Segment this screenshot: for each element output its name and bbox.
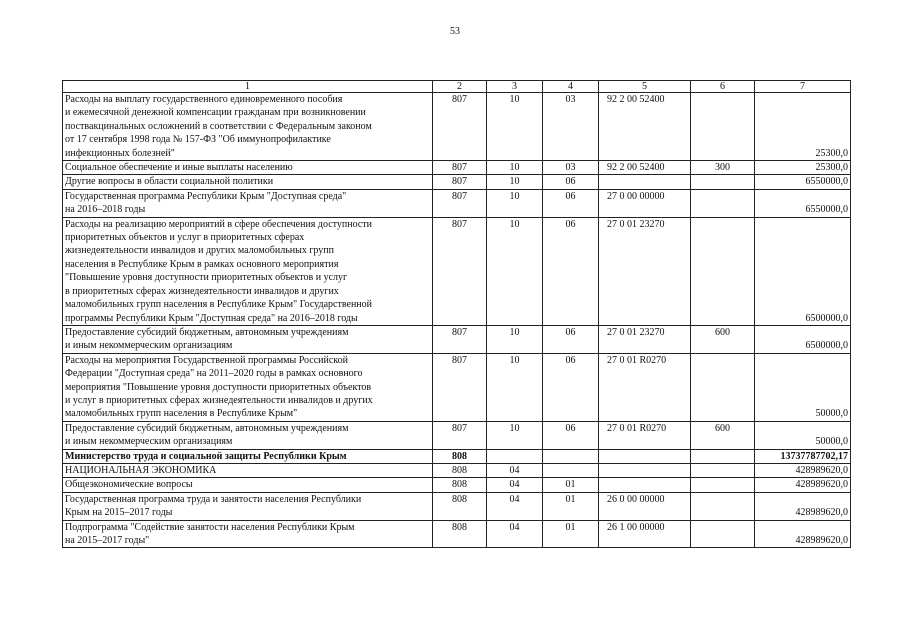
amount-cell: 25300,0: [755, 93, 851, 161]
table-row: [63, 325, 851, 353]
amount-cell: 428989620,0: [755, 478, 851, 492]
target-article-cell: 27 0 01 R0270: [599, 353, 691, 421]
admin-code-cell: 807: [433, 161, 487, 175]
subsection-cell: 06: [543, 189, 599, 217]
expense-name-cell: Государственная программа труда и занятости населения Республики Крым на 2015–2017 годы: [63, 492, 433, 520]
section-cell: 10: [487, 161, 543, 175]
subsection-cell: 01: [543, 520, 599, 548]
expense-type-cell: [691, 217, 755, 325]
admin-code-cell: 808: [433, 449, 487, 463]
column-header: 5: [599, 81, 691, 93]
table-row: [63, 449, 851, 463]
admin-code-cell: 807: [433, 175, 487, 189]
subsection-cell: [543, 463, 599, 477]
budget-table: [62, 80, 851, 548]
target-article-cell: [599, 449, 691, 463]
target-article-cell: [599, 463, 691, 477]
expense-name-cell: Государственная программа Республики Крым "Доступная среда" на 2016–2018 годы: [63, 189, 433, 217]
column-header: 1: [63, 81, 433, 93]
amount-cell: 428989620,0: [755, 520, 851, 548]
expense-name-cell: Предоставление субсидий бюджетным, автономным учреждениям и иным некоммерческим организациям: [63, 325, 433, 353]
expense-name-cell: Социальное обеспечение и иные выплаты населению: [63, 161, 433, 175]
section-cell: 10: [487, 353, 543, 421]
amount-cell: 50000,0: [755, 421, 851, 449]
section-cell: 10: [487, 217, 543, 325]
admin-code-cell: 807: [433, 325, 487, 353]
table-row: [63, 161, 851, 175]
admin-code-cell: 807: [433, 189, 487, 217]
table-row: [63, 478, 851, 492]
table-row: [63, 93, 851, 161]
admin-code-cell: 807: [433, 93, 487, 161]
subsection-cell: 03: [543, 161, 599, 175]
target-article-cell: 27 0 01 R0270: [599, 421, 691, 449]
target-article-cell: 26 0 00 00000: [599, 492, 691, 520]
expense-type-cell: [691, 463, 755, 477]
amount-cell: 6500000,0: [755, 217, 851, 325]
amount-cell: 6550000,0: [755, 189, 851, 217]
subsection-cell: 06: [543, 175, 599, 189]
table-row: [63, 353, 851, 421]
amount-cell: 13737787702,17: [755, 449, 851, 463]
section-cell: 10: [487, 175, 543, 189]
subsection-cell: 06: [543, 353, 599, 421]
admin-code-cell: 808: [433, 478, 487, 492]
section-cell: 04: [487, 478, 543, 492]
admin-code-cell: 808: [433, 463, 487, 477]
subsection-cell: [543, 449, 599, 463]
expense-type-cell: [691, 478, 755, 492]
table-row: [63, 421, 851, 449]
expense-type-cell: 600: [691, 325, 755, 353]
admin-code-cell: 808: [433, 492, 487, 520]
table-row: [63, 189, 851, 217]
expense-name-cell: Предоставление субсидий бюджетным, автономным учреждениям и иным некоммерческим организациям: [63, 421, 433, 449]
expense-type-cell: [691, 449, 755, 463]
admin-code-cell: 807: [433, 353, 487, 421]
amount-cell: 50000,0: [755, 353, 851, 421]
admin-code-cell: 808: [433, 520, 487, 548]
subsection-cell: 01: [543, 478, 599, 492]
target-article-cell: 27 0 01 23270: [599, 325, 691, 353]
expense-name-cell: Подпрограмма "Содействие занятости населения Республики Крым на 2015–2017 годы": [63, 520, 433, 548]
table-row: [63, 175, 851, 189]
expense-type-cell: 300: [691, 161, 755, 175]
amount-cell: 428989620,0: [755, 463, 851, 477]
expense-type-cell: [691, 175, 755, 189]
amount-cell: 6550000,0: [755, 175, 851, 189]
column-header: 7: [755, 81, 851, 93]
subsection-cell: 06: [543, 421, 599, 449]
table-row: [63, 492, 851, 520]
table-row: [63, 463, 851, 477]
table-row: [63, 520, 851, 548]
expense-type-cell: [691, 189, 755, 217]
target-article-cell: 27 0 01 23270: [599, 217, 691, 325]
section-cell: 10: [487, 325, 543, 353]
target-article-cell: [599, 478, 691, 492]
expense-type-cell: [691, 93, 755, 161]
column-header: 3: [487, 81, 543, 93]
expense-name-cell: Расходы на выплату государственного единовременного пособия и ежемесячной денежной компенсации гражданам при возникновении поствакцинальных осложнений в соответствии с Федеральным законом от 17 сентября 1998 года № 157-ФЗ "Об иммунопрофилактике инфекционных болезней": [63, 93, 433, 161]
admin-code-cell: 807: [433, 421, 487, 449]
column-header: 4: [543, 81, 599, 93]
target-article-cell: 27 0 00 00000: [599, 189, 691, 217]
section-cell: [487, 449, 543, 463]
amount-cell: 25300,0: [755, 161, 851, 175]
section-cell: 10: [487, 421, 543, 449]
amount-cell: 428989620,0: [755, 492, 851, 520]
table-row: [63, 217, 851, 325]
target-article-cell: 26 1 00 00000: [599, 520, 691, 548]
subsection-cell: 06: [543, 217, 599, 325]
expense-name-cell: Расходы на мероприятия Государственной программы Российской Федерации "Доступная среда" на 2011–2020 годы в рамках основного мероприятия "Повышение уровня доступности приоритетных объектов и услуг в приоритетных сферах жизнедеятельности инвалидов и других маломобильных групп населения в Республике Крым": [63, 353, 433, 421]
expense-name-cell: Общеэкономические вопросы: [63, 478, 433, 492]
header-row: [63, 81, 851, 93]
expense-name-cell: Другие вопросы в области социальной политики: [63, 175, 433, 189]
section-cell: 04: [487, 520, 543, 548]
column-header: 2: [433, 81, 487, 93]
subsection-cell: 06: [543, 325, 599, 353]
expense-type-cell: [691, 353, 755, 421]
section-cell: 10: [487, 189, 543, 217]
target-article-cell: 92 2 00 52400: [599, 93, 691, 161]
table-body: [63, 81, 851, 548]
expense-name-cell: НАЦИОНАЛЬНАЯ ЭКОНОМИКА: [63, 463, 433, 477]
section-cell: 04: [487, 492, 543, 520]
subsection-cell: 01: [543, 492, 599, 520]
section-cell: 04: [487, 463, 543, 477]
page-number: 53: [450, 26, 460, 37]
admin-code-cell: 807: [433, 217, 487, 325]
amount-cell: 6500000,0: [755, 325, 851, 353]
subsection-cell: 03: [543, 93, 599, 161]
column-header: 6: [691, 81, 755, 93]
expense-name-cell: Министерство труда и социальной защиты Республики Крым: [63, 449, 433, 463]
target-article-cell: 92 2 00 52400: [599, 161, 691, 175]
expense-type-cell: [691, 492, 755, 520]
section-cell: 10: [487, 93, 543, 161]
expense-type-cell: 600: [691, 421, 755, 449]
target-article-cell: [599, 175, 691, 189]
expense-type-cell: [691, 520, 755, 548]
expense-name-cell: Расходы на реализацию мероприятий в сфере обеспечения доступности приоритетных объектов и услуг в приоритетных сферах жизнедеятельности инвалидов и других маломобильных групп населения в Республике Крым в рамках основного мероприятия "Повышение уровня доступности приоритетных объектов и услуг в приоритетных сферах жизнедеятельности инвалидов и других маломобильных групп населения в Республике Крым" Государственной программы Республики Крым "Доступная среда" на 2016–2018 годы: [63, 217, 433, 325]
